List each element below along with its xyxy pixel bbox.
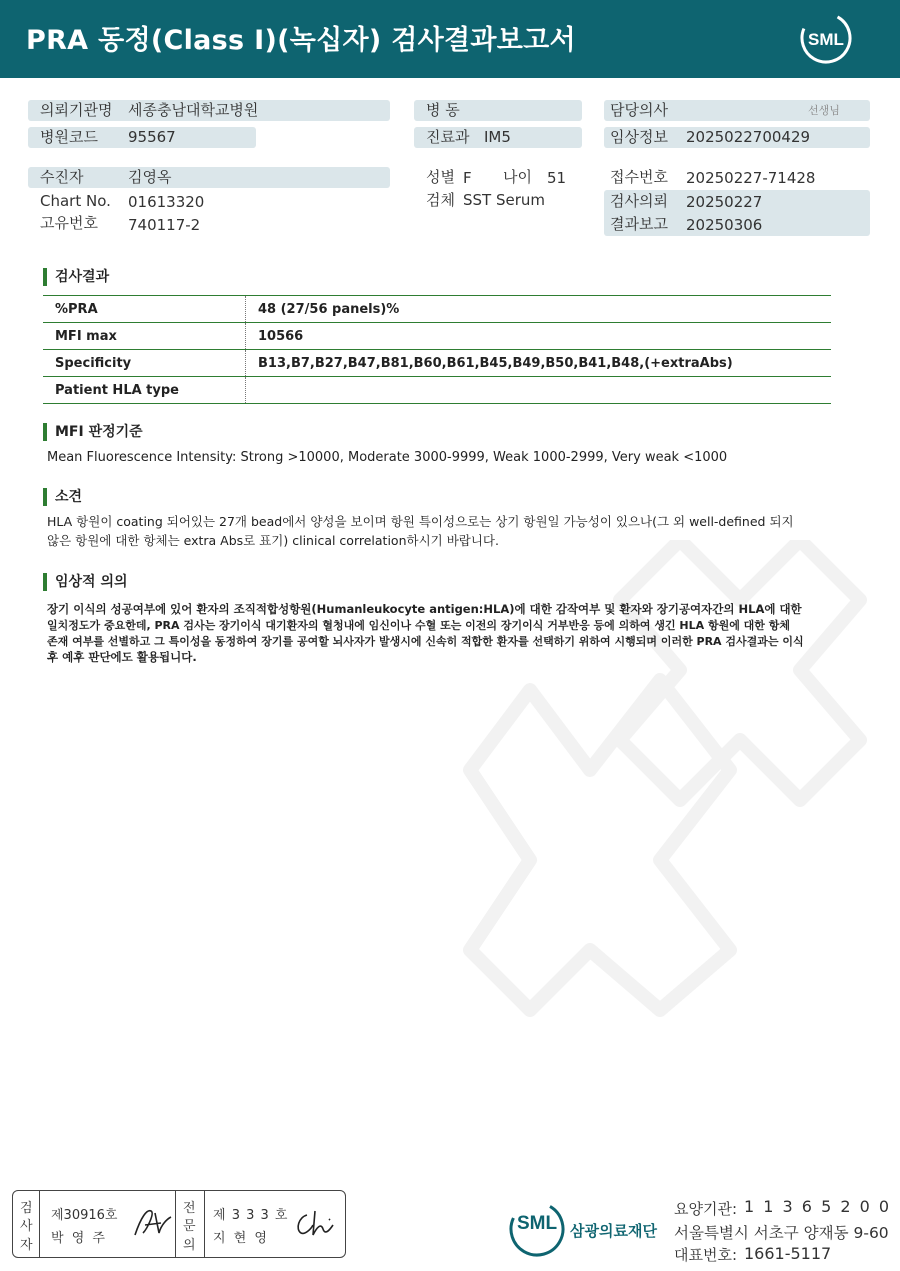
clinical-line-2: 일치정도가 중요한데, PRA 검사는 장기이식 대기환자의 혈청내에 임신이나 수혈 또는 이전의 장기이식 거부반응 등에 의하여 생긴 HLA 항원에 대한 항체	[47, 619, 791, 632]
age-value: 51	[547, 169, 567, 187]
ward-label: 병 동	[426, 101, 460, 119]
report-value: 20250306	[686, 216, 763, 234]
patient-value: 김영옥	[128, 168, 172, 186]
report-title: PRA 동정(Class I)(녹십자) 검사결과보고서	[26, 25, 576, 56]
tester-signature-icon	[131, 1205, 177, 1241]
signature-stamp	[12, 1190, 346, 1258]
mfi-section-title: MFI 판정기준	[43, 423, 143, 441]
hospital-code-label: 병원코드	[40, 128, 98, 146]
age-label: 나이	[503, 168, 532, 186]
sex-label: 성별	[426, 168, 455, 186]
chart-value: 01613320	[128, 193, 205, 211]
specimen-value: SST Serum	[463, 191, 546, 209]
specialist-name: 지 현 영	[213, 1231, 269, 1246]
phone-label: 대표번호:	[674, 1246, 738, 1264]
request-label: 검사의뢰	[610, 192, 668, 210]
tester-label-3: 자	[20, 1238, 33, 1253]
doctor-label: 담당의사	[610, 101, 668, 119]
specialist-signature-icon	[293, 1207, 339, 1241]
footer-brand: 삼광의료재단	[570, 1222, 657, 1240]
svg-text:SML: SML	[808, 30, 844, 49]
specialist-label-2: 문	[183, 1219, 196, 1234]
tester-label-2: 사	[20, 1219, 33, 1234]
result-value	[246, 377, 832, 404]
id-label: 고유번호	[40, 214, 98, 232]
clinical-label: 임상정보	[610, 128, 668, 146]
institution-label: 의뢰기관명	[40, 101, 113, 119]
clinical-line-1: 장기 이식의 성공여부에 있어 환자의 조직적합성항원(Humanleukocyte antigen:HLA)에 대한 감작여부 및 환자와 장기공여자간의 HLA에 대한	[47, 602, 802, 616]
tester-name: 박 영 주	[51, 1231, 107, 1246]
request-value: 20250227	[686, 193, 763, 211]
table-row	[43, 350, 831, 377]
result-key: Patient HLA type	[43, 377, 246, 404]
table-row	[43, 377, 831, 404]
clinical-line-4: 후 예후 판단에도 활용됩니다.	[47, 650, 197, 664]
clinical-section-title: 임상적 의의	[43, 573, 128, 591]
specimen-label: 검체	[426, 191, 455, 209]
hospital-code-value: 95567	[128, 128, 176, 146]
chart-label: Chart No.	[40, 192, 111, 210]
mfi-text: Mean Fluorescence Intensity: Strong >10000, Moderate 3000-9999, Weak 1000-2999, Very weak <1000	[47, 450, 728, 465]
provider-value: 1 1 3 6 5 2 0 0	[744, 1197, 892, 1216]
result-key: MFI max	[43, 323, 246, 350]
table-row	[43, 323, 831, 350]
footer-address: 서울특별시 서초구 양재동 9-60	[674, 1224, 889, 1242]
report-header	[0, 0, 900, 78]
footer-logo-text: SML	[516, 1213, 558, 1234]
results-section-title: 검사결과	[43, 268, 109, 286]
opinion-section-title: 소견	[43, 488, 82, 506]
result-key: Specificity	[43, 350, 246, 377]
receipt-label: 접수번호	[610, 168, 668, 186]
result-value: 48 (27/56 panels)%	[246, 296, 832, 323]
result-key: %PRA	[43, 296, 246, 323]
sml-logo-icon	[800, 12, 852, 64]
sex-value: F	[463, 169, 472, 187]
doctor-suffix: 선생님	[808, 104, 840, 117]
dept-label: 진료과	[426, 128, 470, 146]
opinion-line-2: 않은 항원에 대한 항체는 extra Abs로 표기) clinical correlation하시기 바랍니다.	[47, 533, 499, 548]
clinical-value: 2025022700429	[686, 128, 811, 146]
id-value: 740117-2	[128, 216, 201, 234]
phone-value: 1661-5117	[744, 1244, 832, 1263]
specialist-label-3: 의	[183, 1238, 196, 1253]
specialist-license: 제 3 3 3 호	[213, 1208, 289, 1223]
clinical-line-3: 존재 여부를 선별하고 그 특이성을 동정하여 장기를 공여할 뇌사자가 발생시에 신속히 적합한 환자를 선택하기 위하여 시행되며 이러한 PRA 검사결과는 이식	[47, 635, 804, 648]
provider-label: 요양기관:	[674, 1200, 738, 1218]
table-row	[43, 296, 831, 323]
patient-label: 수진자	[40, 168, 84, 186]
opinion-line-1: HLA 항원이 coating 되어있는 27개 bead에서 양성을 보이며 항원 특이성으로는 상기 항원일 가능성이 있으나(그 외 well-defined 되지	[47, 514, 794, 529]
receipt-value: 20250227-71428	[686, 169, 816, 187]
dept-value: IM5	[484, 128, 511, 146]
result-value: 10566	[246, 323, 832, 350]
results-table	[43, 295, 831, 404]
tester-license: 제30916호	[51, 1208, 118, 1223]
report-label: 결과보고	[610, 215, 668, 233]
result-value: B13,B7,B27,B47,B81,B60,B61,B45,B49,B50,B41,B48,(+extraAbs)	[246, 350, 832, 377]
institution-value: 세종충남대학교병원	[128, 101, 259, 119]
tester-label-1: 검	[20, 1201, 33, 1216]
specialist-label-1: 전	[183, 1201, 196, 1216]
